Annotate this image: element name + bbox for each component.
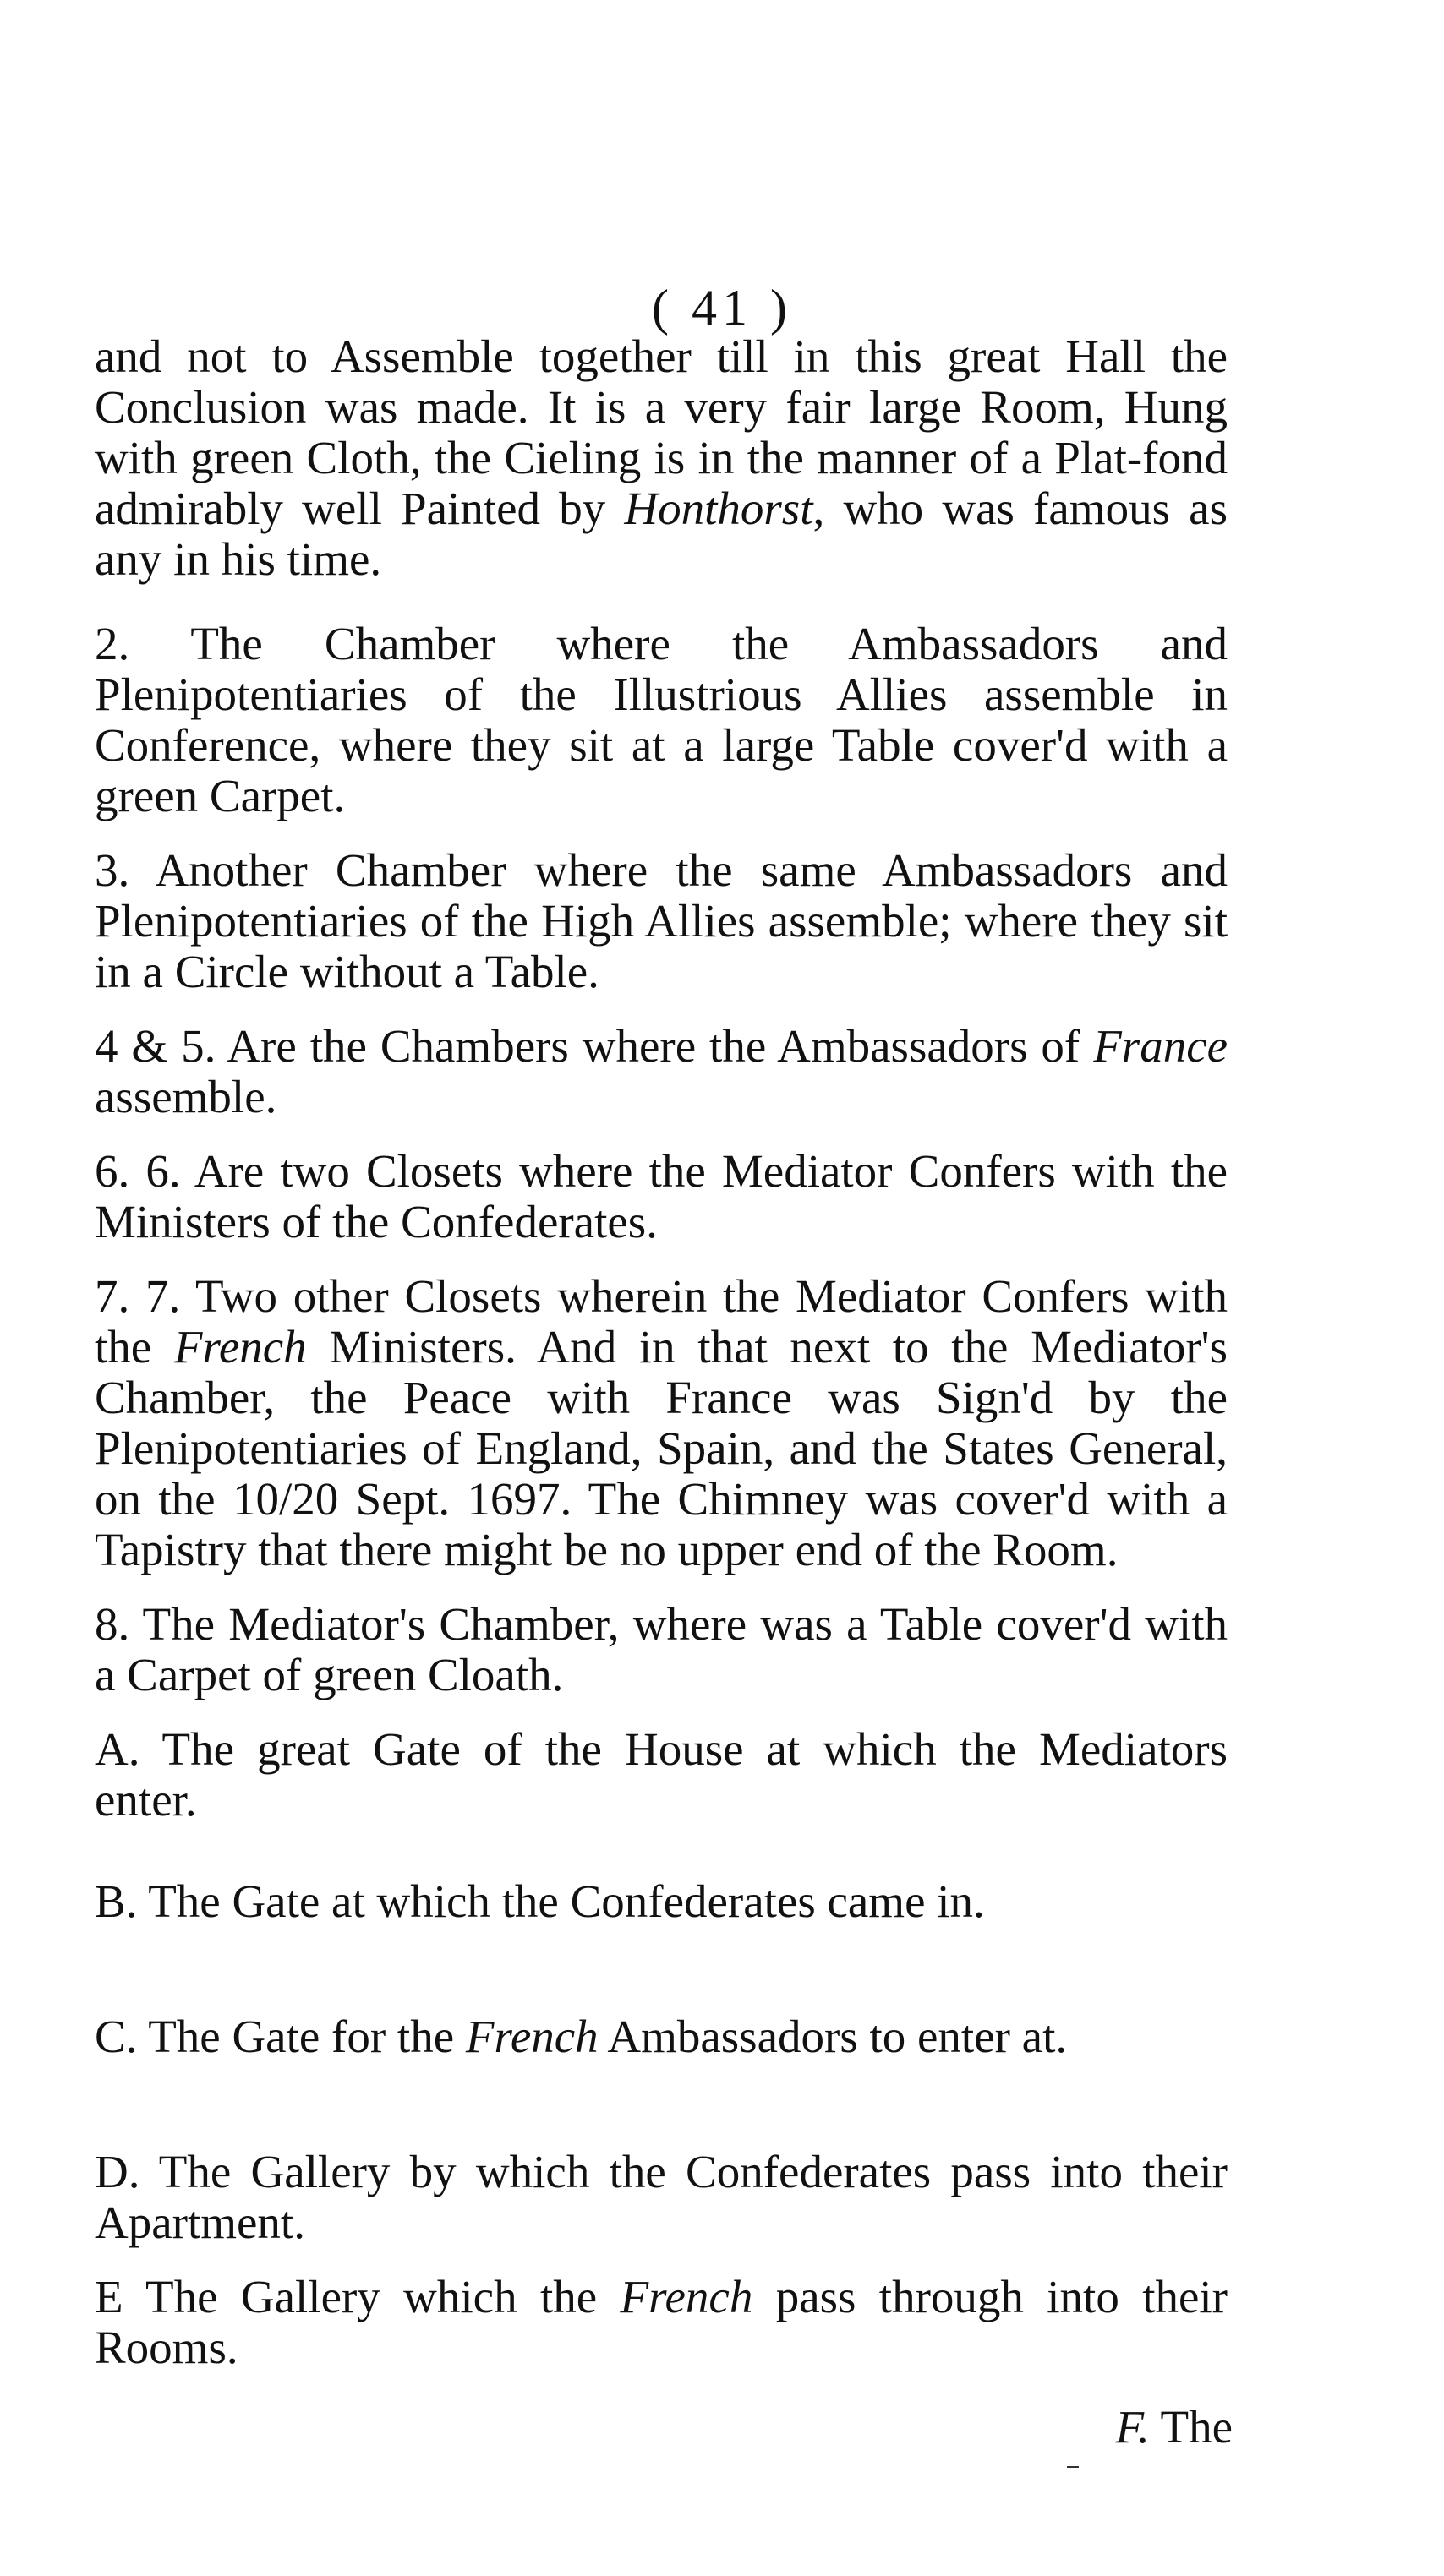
paragraph-item-e bbox=[95, 2272, 1228, 2373]
paragraph-text: The Gallery which the bbox=[145, 2271, 621, 2322]
paragraph-item-d bbox=[95, 2147, 1228, 2248]
paragraph-item-4-5 bbox=[95, 1021, 1228, 1122]
paragraph-text: The Mediator's Chamber, where was a Table cover'd with a Carpet of green Cloath. bbox=[95, 1598, 1228, 1700]
item-number: 2. bbox=[95, 618, 130, 669]
item-letter: D. bbox=[95, 2146, 140, 2197]
item-letter: B. bbox=[95, 1875, 138, 1927]
item-number: 8. bbox=[95, 1598, 130, 1650]
paragraph-text: The great Gate of the House at which the Mediators enter. bbox=[95, 1723, 1228, 1826]
item-number: 3. bbox=[95, 844, 130, 896]
paragraph-text: Are two Closets where the Mediator Confers with the Ministers of the Confederates. bbox=[95, 1145, 1228, 1247]
paragraph-tail: , who was famous as any in his time. bbox=[95, 483, 1228, 585]
paragraph-text: The Gate at which the Confederates came in. bbox=[148, 1875, 985, 1927]
paragraph-tail: Ministers. And in that next to the Mediator's Chamber, the Peace with France was Sign'd by the Plenipotentiaries of England, Spain, and the States General, on the 10/20 Sept. 1697. The Chimney was cover'd with a Tapistry that there might be no upper end of the Room. bbox=[95, 1321, 1228, 1575]
paragraph-text: and not to Assemble together till in this great Hall the Conclusion was made. It is a very fair large Room, Hung with green Cloth, the Cieling is in the manner of a Plat-fond admirably well Painted by bbox=[95, 330, 1228, 534]
paragraph-text: Are the Chambers where the Ambassadors of bbox=[227, 1020, 1094, 1072]
catchword-letter: F. bbox=[1115, 2401, 1150, 2453]
paragraph-item-a bbox=[95, 1724, 1228, 1826]
page-number: ( 41 ) bbox=[652, 280, 792, 336]
body-text bbox=[95, 331, 1228, 2397]
item-number: 4 & 5. bbox=[95, 1020, 216, 1072]
page-mark bbox=[1067, 2466, 1079, 2468]
paragraph-italic: French bbox=[620, 2271, 753, 2322]
paragraph-item-3 bbox=[95, 845, 1228, 997]
paragraph-italic: French bbox=[173, 1321, 307, 1373]
paragraph-item-2 bbox=[95, 619, 1228, 821]
paragraph-italic: Honthorst bbox=[624, 483, 813, 534]
item-letter: A. bbox=[95, 1723, 140, 1775]
paragraph-tail: Ambassadors to enter at. bbox=[598, 2011, 1068, 2062]
paragraph-text: Two other Closets wherein the Mediator Confers with the bbox=[95, 1270, 1228, 1373]
paragraph-text: Another Chamber where the same Ambassadors and Plenipotentiaries of the High Allies assemble; where they sit in a Circle without a Table. bbox=[95, 844, 1228, 997]
paragraph-text: The Gallery by which the Confederates pass into their Apartment. bbox=[95, 2146, 1228, 2248]
paragraph-italic: France bbox=[1093, 1020, 1228, 1072]
paragraph-italic: French bbox=[465, 2011, 599, 2062]
item-letter: E bbox=[95, 2271, 123, 2322]
paragraph-item-c bbox=[95, 2011, 1228, 2062]
paragraph-item-8 bbox=[95, 1599, 1228, 1700]
item-letter: C. bbox=[95, 2011, 138, 2062]
paragraph-tail: assemble. bbox=[95, 1071, 277, 1122]
paragraph-item-6 bbox=[95, 1146, 1228, 1247]
paragraph-intro bbox=[95, 331, 1228, 585]
paragraph-item-7 bbox=[95, 1271, 1228, 1575]
paragraph-tail: pass through into their Rooms. bbox=[95, 2271, 1228, 2373]
catchword-word: The bbox=[1160, 2401, 1233, 2453]
item-number: 7. 7. bbox=[95, 1270, 181, 1322]
paragraph-text: The Chamber where the Ambassadors and Plenipotentiaries of the Illustrious Allies assemble in Conference, where they sit at a large Table cover'd with a green Carpet. bbox=[95, 618, 1228, 821]
catchword bbox=[1115, 2400, 1233, 2453]
item-number: 6. 6. bbox=[95, 1145, 181, 1197]
paragraph-text: The Gate for the bbox=[148, 2011, 466, 2062]
paragraph-item-b bbox=[95, 1876, 1228, 1927]
